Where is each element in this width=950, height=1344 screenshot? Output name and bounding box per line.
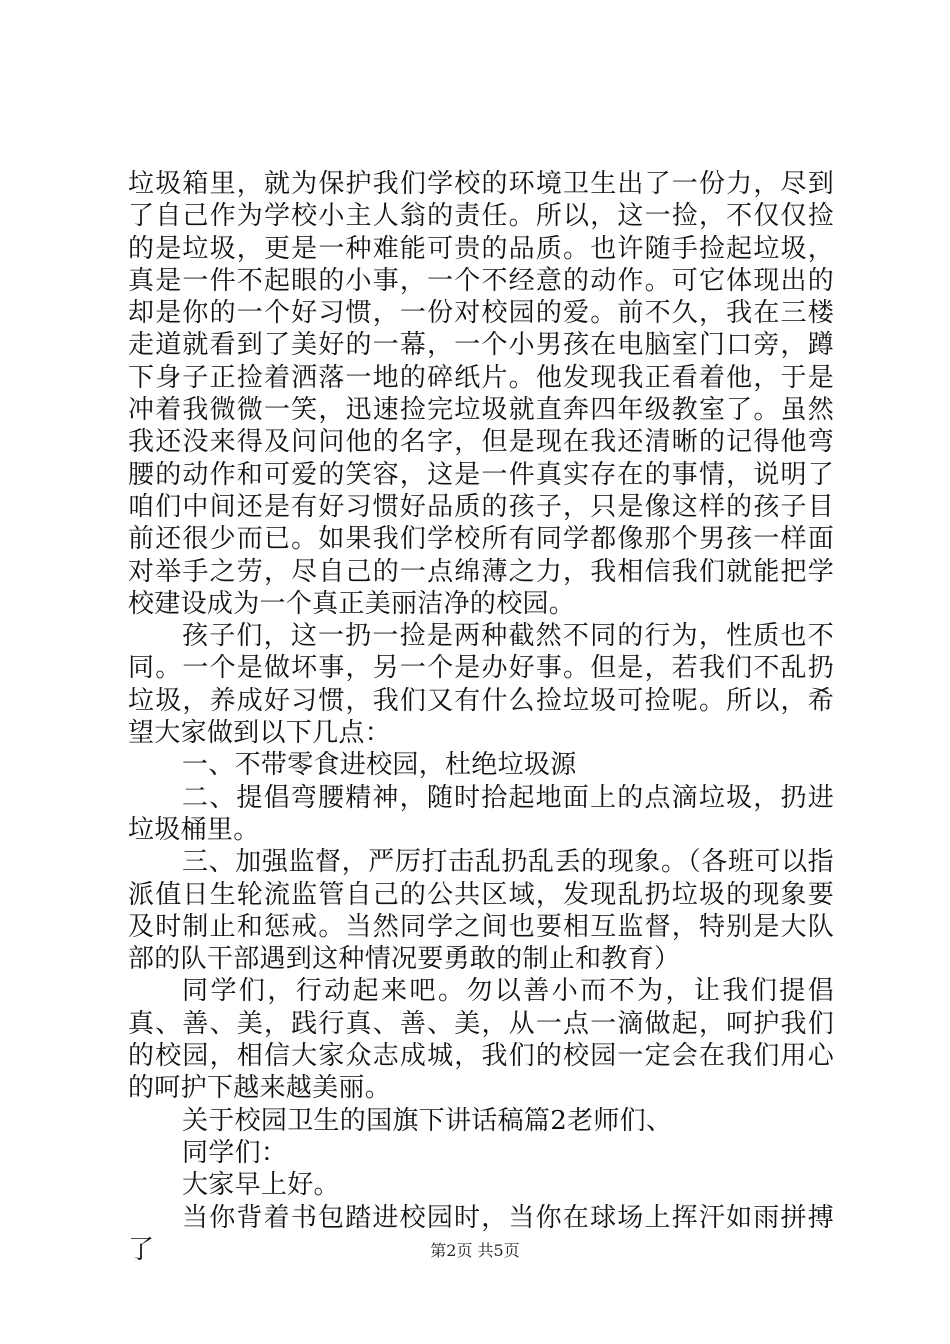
- greeting: 大家早上好。: [182, 1170, 340, 1201]
- body-text: [128, 168, 834, 1266]
- paragraph-call-to-action: 同学们，行动起来吧。勿以善小而不为，让我们提倡真、善、美，践行真、善、美，从一点一滴做起，呵护我们的校园，相信大家众志成城，我们的校园一定会在我们用心的呵护下越来越美丽。: [128, 976, 834, 1104]
- paragraph-kids: 孩子们，这一扔一捡是两种截然不同的行为，性质也不同。一个是做坏事，另一个是办好事。但是，若我们不乱扔垃圾，养成好习惯，我们又有什么捡垃圾可捡呢。所以，希望大家做到以下几点：: [128, 621, 834, 749]
- section-heading-speech-2: 关于校园卫生的国旗下讲话稿篇2老师们、: [182, 1105, 673, 1136]
- paragraph-continued: 垃圾箱里，就为保护我们学校的环境卫生出了一份力，尽到了自己作为学校小主人翁的责任。所以，这一捡，不仅仅捡的是垃圾，更是一种难能可贵的品质。也许随手捡起垃圾，真是一件不起眼的小事，一个不经意的动作。可它体现出的却是你的一个好习惯，一份对校园的爱。前不久，我在三楼走道就看到了美好的一幕，一个小男孩在电脑室门口旁，蹲下身子正捡着洒落一地的碎纸片。他发现我正看着他，于是冲着我微微一笑，迅速捡完垃圾就直奔四年级教室了。虽然我还没来得及问问他的名字，但是现在我还清晰的记得他弯腰的动作和可爱的笑容，这是一件真实存在的事情，说明了咱们中间还是有好习惯好品质的孩子，只是像这样的孩子目前还很少而已。如果我们学校所有同学都像那个男孩一样面对举手之劳，尽自己的一点绵薄之力，我相信我们就能把学校建设成为一个真正美丽洁净的校园。: [128, 169, 834, 619]
- list-item-2: 二、提倡弯腰精神，随时拾起地面上的点滴垃圾，扔进垃圾桶里。: [128, 782, 834, 845]
- salutation-students: 同学们：: [182, 1137, 288, 1168]
- list-item-1: 一、不带零食进校园，杜绝垃圾源: [182, 750, 577, 781]
- page-footer: 第2页 共5页: [430, 1241, 520, 1260]
- list-item-3: 三、加强监督，严厉打击乱扔乱丢的现象。（各班可以指派值日生轮流监管自己的公共区域，发现乱扔垃圾的现象要及时制止和惩戒。当然同学之间也要相互监督，特别是大队部的队干部遇到这种情况要勇敢的制止和教育）: [128, 847, 834, 975]
- paragraph-opening: 当你背着书包踏进校园时，当你在球场上挥汗如雨拼搏了: [128, 1202, 834, 1265]
